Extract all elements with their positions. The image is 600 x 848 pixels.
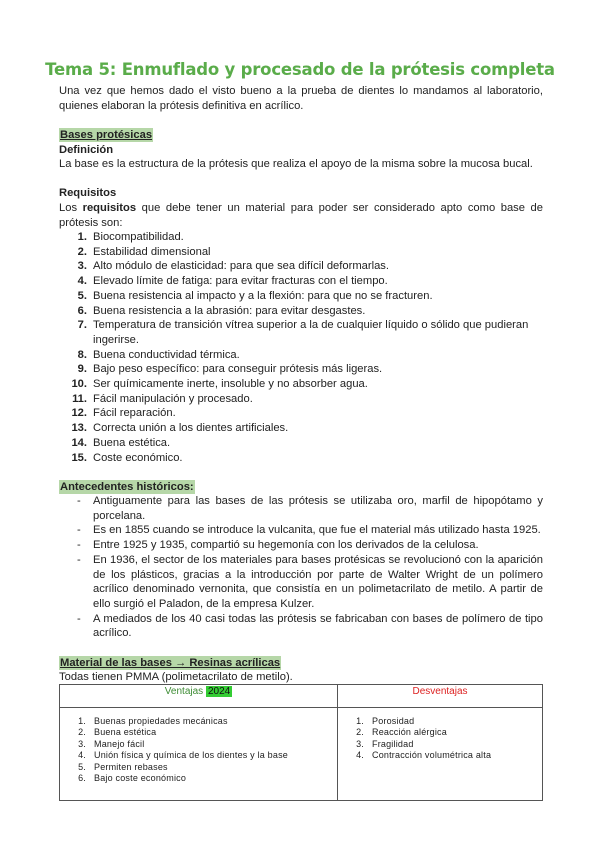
antecedentes-heading: Antecedentes históricos: — [60, 481, 194, 493]
requisito-item — [59, 421, 549, 436]
dash-bullet: - — [77, 612, 81, 625]
antecedente-item — [59, 494, 543, 523]
requisito-item-text: Correcta unión a los dientes artificiales. — [93, 422, 289, 435]
advantage-item-text: Bajo coste económico — [94, 773, 187, 784]
requisito-item-text: Alto módulo de elasticidad: para que sea difícil deformarlas. — [93, 260, 390, 273]
disadvantage-item-number: 1. — [356, 716, 364, 726]
requisito-item-number: 15. — [71, 451, 87, 464]
requisito-item — [59, 362, 549, 377]
disadvantage-item-text: Contracción volumétrica alta — [372, 750, 492, 761]
advantage-item-text: Unión física y química de los dientes y la base — [94, 750, 288, 761]
requisito-item-number: 2. — [77, 245, 87, 258]
requisito-item — [59, 406, 549, 421]
requisito-item-number: 11. — [72, 392, 87, 405]
requisito-item — [59, 245, 549, 260]
requisitos-list — [59, 230, 549, 465]
advantage-item-text: Permiten rebases — [94, 761, 168, 772]
advantage-item — [72, 716, 331, 727]
antecedente-text: Es en 1855 cuando se introduce la vulcanita, que fue el material más utilizado hasta 1925. — [93, 524, 541, 537]
requisito-item — [59, 259, 549, 274]
advantages-header: Ventajas 2024 — [60, 685, 338, 708]
dash-bullet: - — [77, 553, 81, 566]
requisito-item-text: Buena estética. — [93, 436, 171, 449]
antecedente-text: A mediados de los 40 casi todas las prótesis se fabricaban con bases de polímero de tipo acrílico. — [93, 612, 543, 640]
requisito-item — [59, 436, 549, 451]
requisito-item — [59, 377, 549, 392]
requisito-item-number: 9. — [77, 363, 87, 376]
advantage-item — [72, 750, 331, 761]
requisito-item-text: Fácil manipulación y procesado. — [93, 392, 253, 405]
advantage-item-number: 2. — [78, 727, 86, 738]
advantage-item — [72, 762, 331, 773]
advantage-item-text: Buena estética — [94, 727, 157, 738]
intro-paragraph: Una vez que hemos dado el visto bueno a la prueba de dientes lo mandamos al laboratorio, quienes elaboran la prótesis definitiva en acrílico. — [59, 85, 543, 112]
material-note: Todas tienen PMMA (polimetacrilato de metilo). — [59, 671, 293, 683]
requisito-item-number: 12. — [71, 407, 87, 420]
requisito-item-number: 13. — [71, 422, 87, 435]
requisito-item-number: 8. — [77, 348, 87, 361]
requisitos-heading: Requisitos — [59, 187, 117, 199]
disadvantage-item — [350, 739, 536, 750]
requisito-item-text: Biocompatibilidad. — [93, 231, 184, 243]
antecedente-text: En 1936, el sector de los materiales para bases protésicas se revolucionó con la aparición de los plásticos, gracias a la introducción por parte de Walter Wright de un polímero acrílico denominado vernonita, que consistía en un polimetacrilato de metilo. A partir de ello surgió el Paladon, de la empresa Kulzer. — [93, 553, 543, 610]
disadvantage-item-text: Fragilidad — [372, 738, 414, 749]
antecedente-text: Antiguamente para las bases de las prótesis se utilizaba oro, marfil de hipopótamo y porcelana. — [93, 495, 543, 522]
definition-heading: Definición — [59, 144, 114, 156]
advantage-item — [72, 727, 331, 738]
requisito-item-number: 6. — [77, 304, 87, 317]
antecedente-item — [59, 612, 543, 641]
advantages-list — [72, 716, 331, 784]
disadvantage-item-number: 4. — [356, 750, 364, 761]
requisito-item-number: 7. — [77, 319, 87, 332]
requisito-item — [59, 318, 549, 347]
disadvantage-item — [350, 750, 536, 761]
requisito-item-number: 10. — [71, 378, 87, 391]
requisito-item-number: 1. — [77, 231, 87, 243]
requisito-item — [59, 289, 549, 304]
year-badge: 2024 — [207, 686, 231, 697]
requisito-item-text: Fácil reparación. — [93, 407, 176, 420]
disadvantage-item-text: Porosidad — [372, 716, 415, 726]
disadvantage-item-text: Reacción alérgica — [372, 727, 447, 738]
requisito-item — [59, 348, 549, 363]
antecedente-item — [59, 523, 543, 538]
advantage-item-number: 1. — [78, 716, 86, 726]
advantage-item — [72, 739, 331, 750]
advantage-item-number: 6. — [78, 773, 86, 784]
requisito-item-text: Coste económico. — [93, 451, 183, 464]
requisito-item — [59, 392, 549, 407]
disadvantage-item — [350, 727, 536, 738]
antecedente-item — [59, 553, 543, 612]
definition-text: La base es la estructura de la prótesis que realiza el apoyo de la misma sobre la mucosa bucal. — [59, 158, 533, 170]
requisito-item-text: Estabilidad dimensional — [93, 245, 211, 258]
requisito-item — [59, 304, 549, 319]
dash-bullet: - — [77, 524, 81, 537]
requisito-item-text: Ser químicamente inerte, insoluble y no absorber agua. — [93, 378, 368, 391]
advantage-item-number: 3. — [78, 738, 86, 749]
requisito-item-text: Buena resistencia a la abrasión: para evitar desgastes. — [93, 304, 366, 317]
antecedente-item — [59, 538, 543, 553]
disadvantage-item-number: 3. — [356, 738, 364, 749]
advantage-item-text: Buenas propiedades mecánicas — [94, 716, 228, 726]
requisito-item — [59, 274, 549, 289]
requisito-item-text: Buena resistencia al impacto y a la flexión: para que no se fracturen. — [93, 289, 433, 302]
requisito-item-number: 5. — [77, 289, 87, 302]
requisito-item-number: 4. — [77, 275, 87, 288]
page-title: Tema 5: Enmuflado y procesado de la prótesis completa — [45, 60, 555, 79]
material-heading: Material de las bases → Resinas acrílicas — [60, 657, 281, 669]
disadvantages-list — [350, 716, 536, 762]
requisito-item-text: Elevado límite de fatiga: para evitar fracturas con el tiempo. — [93, 275, 388, 288]
advantage-item — [72, 773, 331, 784]
requisito-item-text: Temperatura de transición vítrea superior a la de cualquier líquido o sólido que pudieran ingerirse. — [93, 319, 529, 346]
disadvantage-item-number: 2. — [356, 727, 364, 738]
advantages-cell — [60, 708, 338, 801]
comparison-table — [59, 684, 543, 801]
bases-heading: Bases protésicas — [60, 129, 153, 141]
advantage-item-number: 4. — [78, 750, 86, 761]
requisito-item-text: Bajo peso específico: para conseguir prótesis más ligeras. — [93, 363, 383, 376]
disadvantages-cell — [338, 708, 543, 801]
requisito-item — [59, 451, 549, 466]
disadvantages-header: Desventajas — [338, 685, 543, 708]
dash-bullet: - — [77, 539, 81, 552]
advantage-item-number: 5. — [78, 761, 86, 772]
requisito-item — [59, 230, 549, 245]
requisito-item-number: 14. — [71, 436, 87, 449]
requisito-item-text: Buena conductividad térmica. — [93, 348, 240, 361]
antecedentes-list — [59, 494, 543, 641]
disadvantage-item — [350, 716, 536, 727]
advantage-item-text: Manejo fácil — [94, 738, 145, 749]
requisito-item-number: 3. — [77, 260, 87, 273]
requisitos-intro: Los requisitos que debe tener un material para poder ser considerado apto como base de prótesis son: — [59, 202, 543, 229]
dash-bullet: - — [77, 495, 81, 507]
antecedente-text: Entre 1925 y 1935, compartió su hegemonía con los derivados de la celulosa. — [93, 539, 479, 552]
